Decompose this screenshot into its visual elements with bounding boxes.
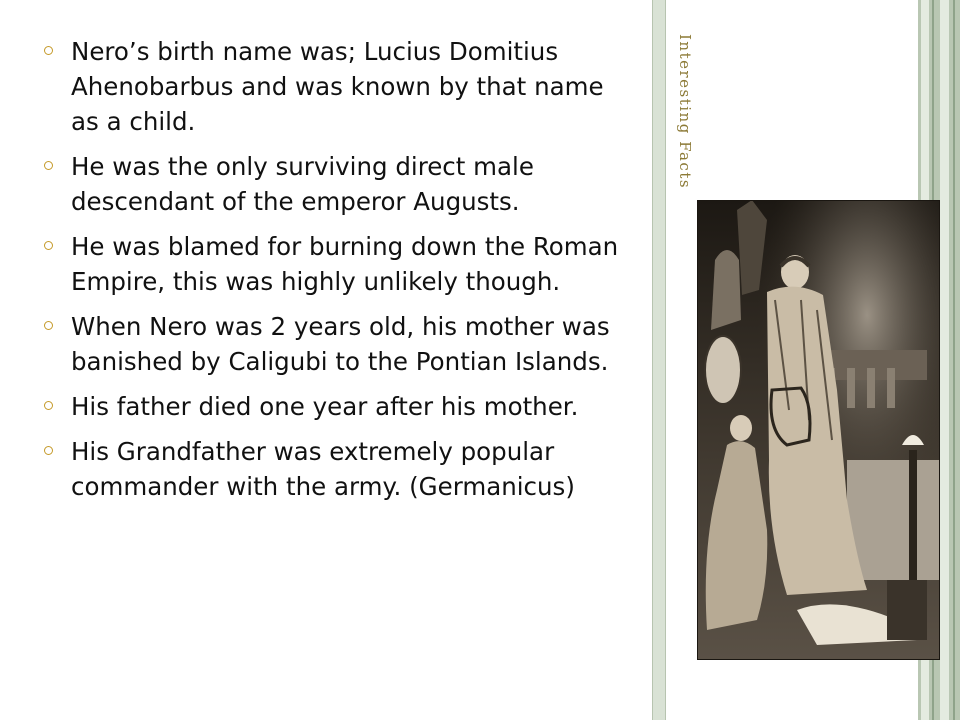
bullet-item	[44, 434, 634, 504]
bullet-circle-icon	[44, 321, 53, 330]
bullet-item	[44, 34, 634, 139]
bullet-item	[44, 149, 634, 219]
bullet-circle-icon	[44, 241, 53, 250]
bullet-text: He was blamed for burning down the Roman Empire, this was highly unlikely though.	[71, 232, 619, 296]
bullet-text: He was the only surviving direct male descendant of the emperor Augusts.	[71, 152, 534, 216]
title-band-divider	[652, 0, 666, 720]
bullet-item	[44, 229, 634, 299]
rail-stripe	[953, 0, 955, 720]
rail-stripe	[940, 0, 949, 720]
bullet-circle-icon	[44, 161, 53, 170]
bullet-text: His Grandfather was extremely popular commander with the army. (Germanicus)	[71, 437, 575, 501]
bullet-circle-icon	[44, 46, 53, 55]
bullet-item	[44, 389, 634, 424]
bullet-item	[44, 309, 634, 379]
nero-painting-image	[697, 200, 940, 660]
bullet-text: Nero’s birth name was; Lucius Domitius Ahenobarbus and was known by that name as a child.	[71, 37, 604, 136]
bullet-list	[44, 34, 634, 514]
bullet-text: His father died one year after his mother.	[71, 392, 579, 421]
bullet-circle-icon	[44, 401, 53, 410]
bullet-circle-icon	[44, 446, 53, 455]
slide-title: Interesting Facts	[676, 34, 694, 190]
bullet-text: When Nero was 2 years old, his mother was banished by Caligubi to the Pontian Islands.	[71, 312, 610, 376]
